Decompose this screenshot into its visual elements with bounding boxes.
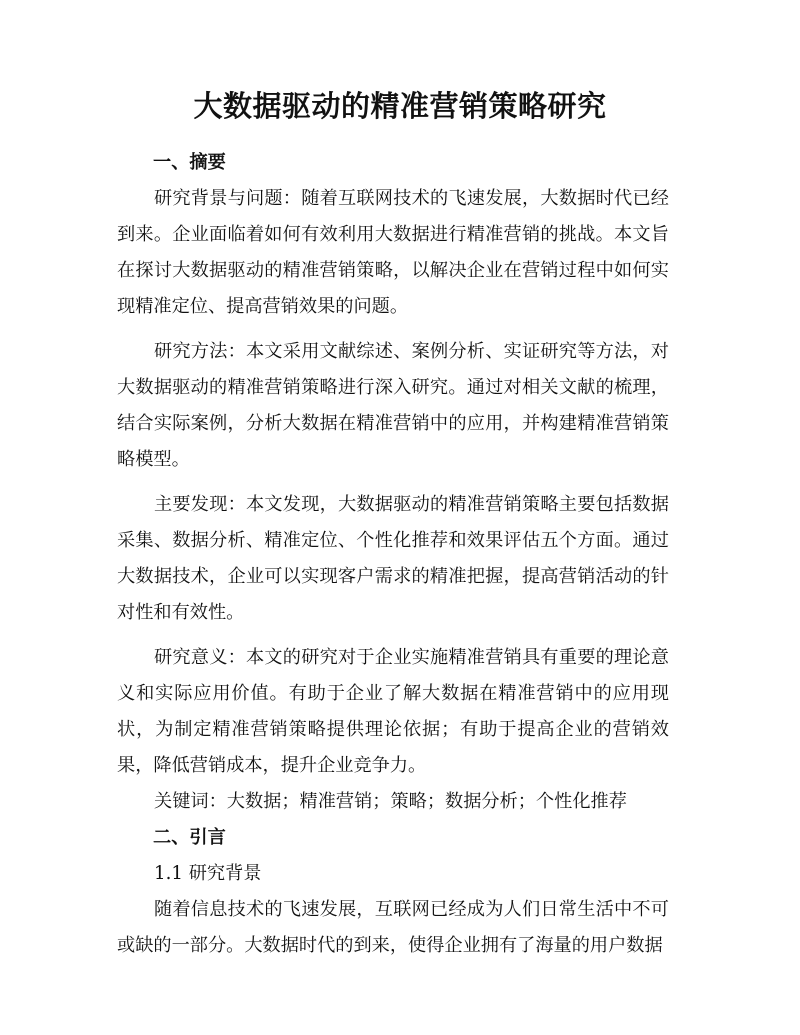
abstract-findings-paragraph: 主要发现：本文发现，大数据驱动的精准营销策略主要包括数据采集、数据分析、精准定位、个性化推荐和效果评估五个方面。通过大数据技术，企业可以实现客户需求的精准把握，提高营销活动的针对性和有效性。	[117, 494, 669, 623]
intro-heading: 二、引言	[153, 827, 226, 848]
abstract-method-paragraph: 研究方法：本文采用文献综述、案例分析、实证研究等方法，对大数据驱动的精准营销策略进行深入研究。通过对相关文献的梳理，结合实际案例，分析大数据在精准营销中的应用，并构建精准营销策略模型。	[117, 341, 669, 470]
intro-background-paragraph: 随着信息技术的飞速发展，互联网已经成为人们日常生活中不可或缺的一部分。大数据时代的到来，使得企业拥有了海量的用户数据	[117, 899, 669, 956]
document-body	[117, 145, 669, 964]
abstract-heading: 一、摘要	[153, 152, 226, 173]
abstract-significance-paragraph: 研究意义：本文的研究对于企业实施精准营销具有重要的理论意义和实际应用价值。有助于企业了解大数据在精准营销中的应用现状，为制定精准营销策略提供理论依据；有助于提高企业的营销效果，降低营销成本，提升企业竞争力。	[117, 647, 669, 776]
document-title: 大数据驱动的精准营销策略研究	[193, 89, 607, 123]
keywords-line: 关键词：大数据；精准营销；策略；数据分析；个性化推荐	[154, 791, 627, 812]
intro-subheading: 1.1 研究背景	[154, 863, 262, 884]
abstract-background-paragraph: 研究背景与问题：随着互联网技术的飞速发展，大数据时代已经到来。企业面临着如何有效利用大数据进行精准营销的挑战。本文旨在探讨大数据驱动的精准营销策略，以解决企业在营销过程中如何实现精准定位、提高营销效果的问题。	[117, 188, 669, 317]
